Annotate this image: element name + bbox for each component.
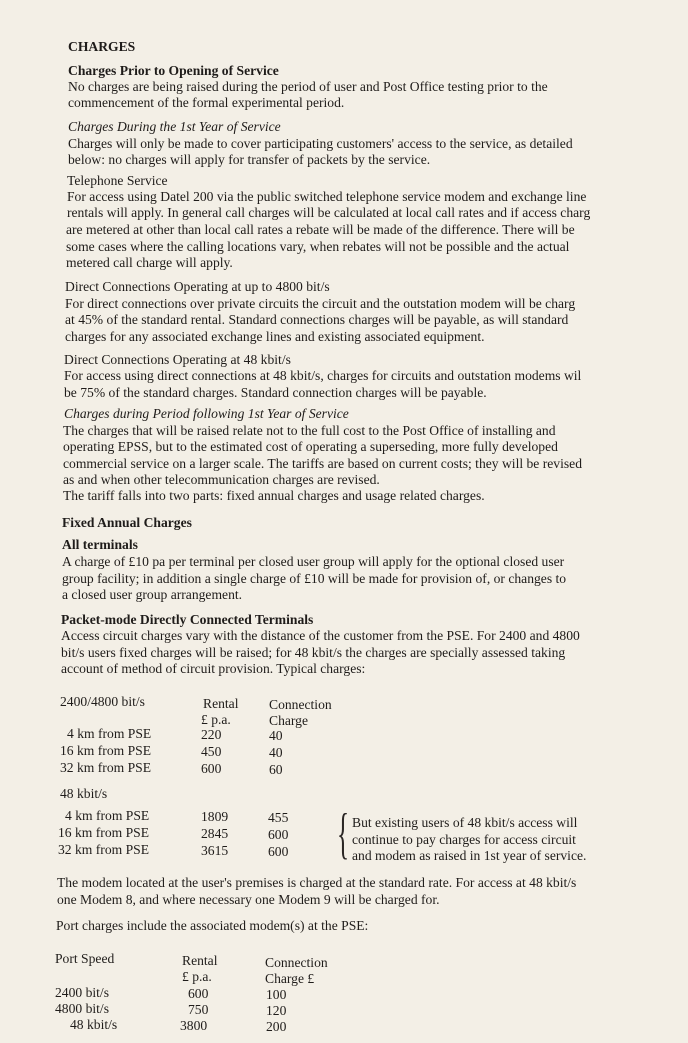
table-cell-connection: 40 — [269, 728, 283, 743]
paragraph-line: Access circuit charges vary with the distance of the customer from the PSE. For 2400 and 4800 — [61, 628, 580, 643]
table-cell-connection: 455 — [268, 810, 289, 825]
paragraph-line: below: no charges will apply for transfer of packets by the service. — [68, 152, 431, 167]
table-cell-rental: 750 — [188, 1002, 209, 1017]
table-cell-connection: 200 — [266, 1019, 287, 1034]
table-cell-rental: 450 — [201, 744, 222, 759]
heading-direct-48k: Direct Connections Operating at 48 kbit/s — [64, 352, 291, 367]
paragraph-line: commencement of the formal experimental period. — [68, 95, 345, 110]
paragraph-line: at 45% of the standard rental. Standard connections charges will be payable, as will standard — [65, 312, 569, 327]
table-cell-distance: 32 km from PSE — [58, 842, 150, 857]
table-cell-connection: 600 — [268, 844, 289, 859]
table-header-rental-unit: £ p.a. — [201, 712, 231, 727]
paragraph-line: A charge of £10 pa per terminal per closed user group will apply for the optional closed user — [62, 554, 565, 569]
table-cell-rental: 600 — [188, 986, 209, 1001]
paragraph-line: group facility; in addition a single charge of £10 will be made for provision of, or changes to — [62, 571, 567, 586]
table-cell-rental: 3615 — [201, 843, 229, 858]
table-note-line: continue to pay charges for access circuit — [352, 832, 576, 847]
table-cell-connection: 120 — [266, 1003, 287, 1018]
paragraph-line: one Modem 8, and where necessary one Modem 9 will be charged for. — [57, 892, 440, 907]
table-cell-distance: 4 km from PSE — [67, 726, 152, 741]
table-cell-rental: 1809 — [201, 809, 229, 824]
heading-following-first-year: Charges during Period following 1st Year of Service — [64, 406, 349, 421]
table-header-connection: Connection — [265, 955, 328, 970]
table-cell-distance: 16 km from PSE — [60, 743, 152, 758]
table-header-charge: Charge — [269, 713, 309, 728]
brace-mark: { — [337, 803, 350, 865]
table-cell-distance: 4 km from PSE — [65, 808, 150, 823]
table-cell-speed: 48 kbit/s — [70, 1017, 118, 1032]
heading-telephone-service: Telephone Service — [67, 173, 168, 188]
paragraph-line: Charges will only be made to cover participating customers' access to the service, as detailed — [68, 136, 573, 151]
table-cell-rental: 3800 — [180, 1018, 208, 1033]
table-note-line: and modem as raised in 1st year of service. — [352, 848, 587, 863]
table-cell-connection: 60 — [269, 762, 283, 777]
table-group-label: 48 kbit/s — [60, 786, 108, 801]
paragraph-line: Port charges include the associated modem(s) at the PSE: — [56, 918, 369, 933]
table-cell-rental: 220 — [201, 727, 222, 742]
paragraph-line: For direct connections over private circuits the circuit and the outstation modem will be charg — [65, 296, 576, 311]
paragraph-line: operating EPSS, but to the estimated cost of operating a superseding, more fully developed — [63, 439, 558, 454]
table-header-rental-unit: £ p.a. — [182, 969, 212, 984]
heading-packet-mode: Packet-mode Directly Connected Terminals — [61, 612, 314, 627]
paragraph-line: account of method of circuit provision. Typical charges: — [61, 661, 366, 676]
heading-prior-to-opening: Charges Prior to Opening of Service — [68, 63, 279, 78]
paragraph-line: be 75% of the standard charges. Standard connection charges will be payable. — [64, 385, 487, 400]
paragraph-line: metered call charge will apply. — [66, 255, 233, 270]
heading-all-terminals: All terminals — [62, 537, 138, 552]
paragraph-line: The charges that will be raised relate not to the full cost to the Post Office of installing and — [63, 423, 556, 438]
table-cell-speed: 2400 bit/s — [55, 985, 110, 1000]
paragraph-line: The tariff falls into two parts: fixed annual charges and usage related charges. — [63, 488, 485, 503]
table-cell-distance: 32 km from PSE — [60, 760, 152, 775]
paragraph-line: For access using direct connections at 48 kbit/s, charges for circuits and outstation modems wil — [64, 368, 582, 383]
heading-fixed-annual: Fixed Annual Charges — [62, 515, 192, 530]
table-cell-distance: 16 km from PSE — [58, 825, 150, 840]
paragraph-line: are metered at other than local call rates a rebate will be made of the difference. There will be — [66, 222, 575, 237]
paragraph-line: a closed user group arrangement. — [62, 587, 243, 602]
table-cell-connection: 600 — [268, 827, 289, 842]
table-header-rental: Rental — [203, 696, 239, 711]
paragraph-line: as and when other telecommunication charges are revised. — [63, 472, 380, 487]
table-cell-connection: 100 — [266, 987, 287, 1002]
heading-direct-4800: Direct Connections Operating at up to 4800 bit/s — [65, 279, 330, 294]
table-header-rental: Rental — [182, 953, 218, 968]
table-cell-rental: 600 — [201, 761, 222, 776]
table-cell-speed: 4800 bit/s — [55, 1001, 110, 1016]
table-note-line: But existing users of 48 kbit/s access will — [352, 815, 578, 830]
paragraph-line: For access using Datel 200 via the public switched telephone service modem and exchange line — [67, 189, 587, 204]
section-title: CHARGES — [68, 39, 136, 54]
table-header-port-speed: Port Speed — [55, 951, 115, 966]
table-header-charge: Charge £ — [265, 971, 315, 986]
table-group-label: 2400/4800 bit/s — [60, 694, 145, 709]
paragraph-line: commercial service on a larger scale. The tariffs are based on current costs; they will be revised — [63, 456, 582, 471]
table-header-connection: Connection — [269, 697, 332, 712]
paragraph-line: charges for any associated exchange lines and existing associated equipment. — [65, 329, 485, 344]
paragraph-line: some cases where the calling locations vary, when rebates will not be possible and the actual — [66, 239, 570, 254]
table-cell-connection: 40 — [269, 745, 283, 760]
paragraph-line: The modem located at the user's premises is charged at the standard rate. For access at 48 kbit/s — [57, 875, 577, 890]
paragraph-line: bit/s users fixed charges will be raised; for 48 kbit/s the charges are specially assessed taking — [61, 645, 566, 660]
paragraph-line: rentals will apply. In general call charges will be calculated at local call rates and if access charg — [67, 205, 591, 220]
heading-first-year: Charges During the 1st Year of Service — [68, 119, 281, 134]
paragraph-line: No charges are being raised during the period of user and Post Office testing prior to the — [68, 79, 548, 94]
table-cell-rental: 2845 — [201, 826, 229, 841]
